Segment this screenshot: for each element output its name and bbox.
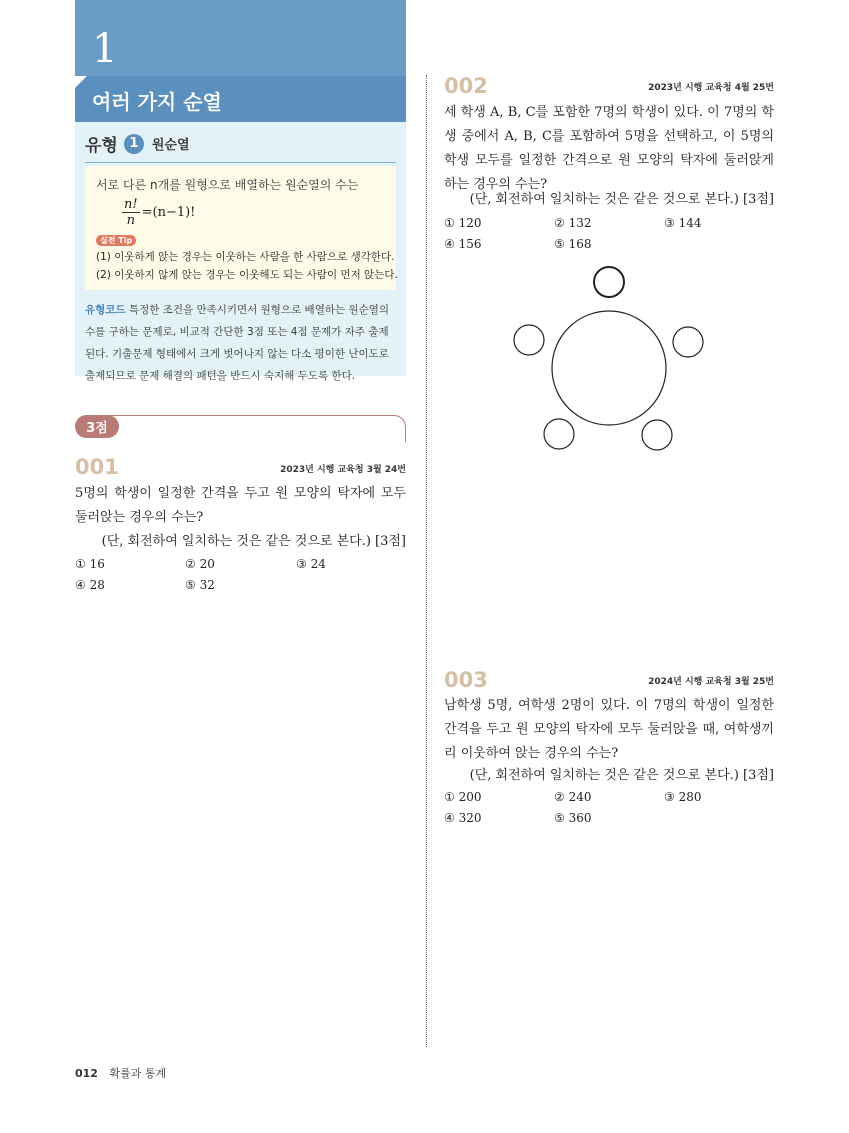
problem-003-choice-2[interactable]: ② 240 [554, 790, 592, 804]
problem-003-choice-5[interactable]: ⑤ 360 [554, 811, 592, 825]
round-table [552, 311, 666, 425]
problem-002-choice-3[interactable]: ③ 144 [664, 216, 702, 230]
problem-002-choice-5[interactable]: ⑤ 168 [554, 237, 592, 251]
problem-001-choice-1[interactable]: ① 16 [75, 557, 105, 571]
type-number-badge: 1 [124, 134, 144, 154]
problem-001-number: 001 [75, 455, 119, 479]
problem-003-number: 003 [444, 668, 488, 692]
problem-002-number: 002 [444, 74, 488, 98]
tip-badge: 실전 Tip [96, 235, 136, 246]
seat-bottom-right [642, 420, 672, 450]
page-footer [75, 1065, 166, 1081]
problem-002-text: 세 학생 A, B, C를 포함한 7명의 학생이 있다. 이 7명의 학생 중에서 A, B, C를 포함하여 5명을 선택하고, 이 5명의 학생 모두를 일정한 간격으로 원 모양의 탁자에 둘러앉게 하는 경우의 수는? [444, 105, 774, 192]
problem-001-condition: (단, 회전하여 일치하는 것은 같은 것으로 본다.) [3점] [101, 534, 406, 549]
formula-denominator: n [126, 213, 135, 228]
problem-003-text: 남학생 5명, 여학생 2명이 있다. 이 7명의 학생이 일정한 간격을 두고 원 모양의 탁자에 모두 둘러앉을 때, 여학생끼리 이웃하여 앉는 경우의 수는? [444, 698, 774, 761]
problem-001-source: 2023년 시행 교육청 3월 24번 [280, 465, 406, 475]
problem-003-choice-4[interactable]: ④ 320 [444, 811, 482, 825]
column-divider [426, 75, 427, 1047]
type-code-label: 유형코드 [85, 304, 126, 316]
problem-003-choice-1[interactable]: ① 200 [444, 790, 482, 804]
section-label: 3점 [75, 415, 119, 438]
problem-002-condition: (단, 회전하여 일치하는 것은 같은 것으로 본다.) [3점] [469, 192, 774, 207]
type-word: 유형 [85, 136, 118, 156]
problem-001-choice-3[interactable]: ③ 24 [296, 557, 326, 571]
type-divider [85, 162, 396, 163]
round-table-diagram [505, 258, 715, 458]
problem-003-condition: (단, 회전하여 일치하는 것은 같은 것으로 본다.) [3점] [469, 768, 774, 783]
formula [122, 197, 195, 228]
type-heading [85, 131, 190, 156]
problem-001-choice-4[interactable]: ④ 28 [75, 578, 105, 592]
problem-002-choice-2[interactable]: ② 132 [554, 216, 592, 230]
type-code-text: 특정한 조건을 만족시키면서 원형으로 배열하는 원순열의 수를 구하는 문제로, 비교적 간단한 3점 또는 4점 문제가 자주 출제된다. 기출문제 형태에서 크게 벗어나지 않는 다소 평이한 난이도로 출제되므로 문제 해결의 패턴을 반드시 숙지해 두도록 한다. [85, 304, 390, 382]
formula-fraction [122, 197, 140, 228]
problem-003-source: 2024년 시행 교육청 3월 25번 [648, 677, 774, 687]
seat-right [673, 327, 703, 357]
tip-line-2: (2) 이웃하지 않게 앉는 경우는 이웃해도 되는 사람이 먼저 앉는다. [96, 269, 398, 281]
problem-002-source: 2023년 시행 교육청 4월 25번 [648, 83, 774, 93]
subject-name: 확률과 통계 [109, 1067, 167, 1080]
formula-numerator: n! [124, 197, 138, 212]
problem-001-text: 5명의 학생이 일정한 간격을 두고 원 모양의 탁자에 모두 둘러앉는 경우의 수는? [75, 486, 406, 525]
seat-bottom-left [544, 419, 574, 449]
tip-line-1: (1) 이웃하게 앉는 경우는 이웃하는 사람을 한 사람으로 생각한다. [96, 251, 395, 263]
problem-002-choice-4[interactable]: ④ 156 [444, 237, 482, 251]
problem-003-choice-3[interactable]: ③ 280 [664, 790, 702, 804]
formula-intro: 서로 다른 n개를 원형으로 배열하는 원순열의 수는 [96, 178, 359, 192]
formula-rhs: =(n−1)! [141, 205, 196, 220]
type-code [85, 299, 398, 387]
chapter-title: 여러 가지 순열 [92, 90, 222, 114]
seat-top [594, 267, 624, 297]
problem-001-choice-2[interactable]: ② 20 [185, 557, 215, 571]
chapter-number: 1 [92, 26, 118, 72]
problem-002-choice-1[interactable]: ① 120 [444, 216, 482, 230]
seat-left [514, 325, 544, 355]
section-rule [96, 415, 406, 442]
type-name: 원순열 [151, 138, 190, 153]
page-number: 012 [75, 1067, 98, 1080]
problem-001-choice-5[interactable]: ⑤ 32 [185, 578, 215, 592]
